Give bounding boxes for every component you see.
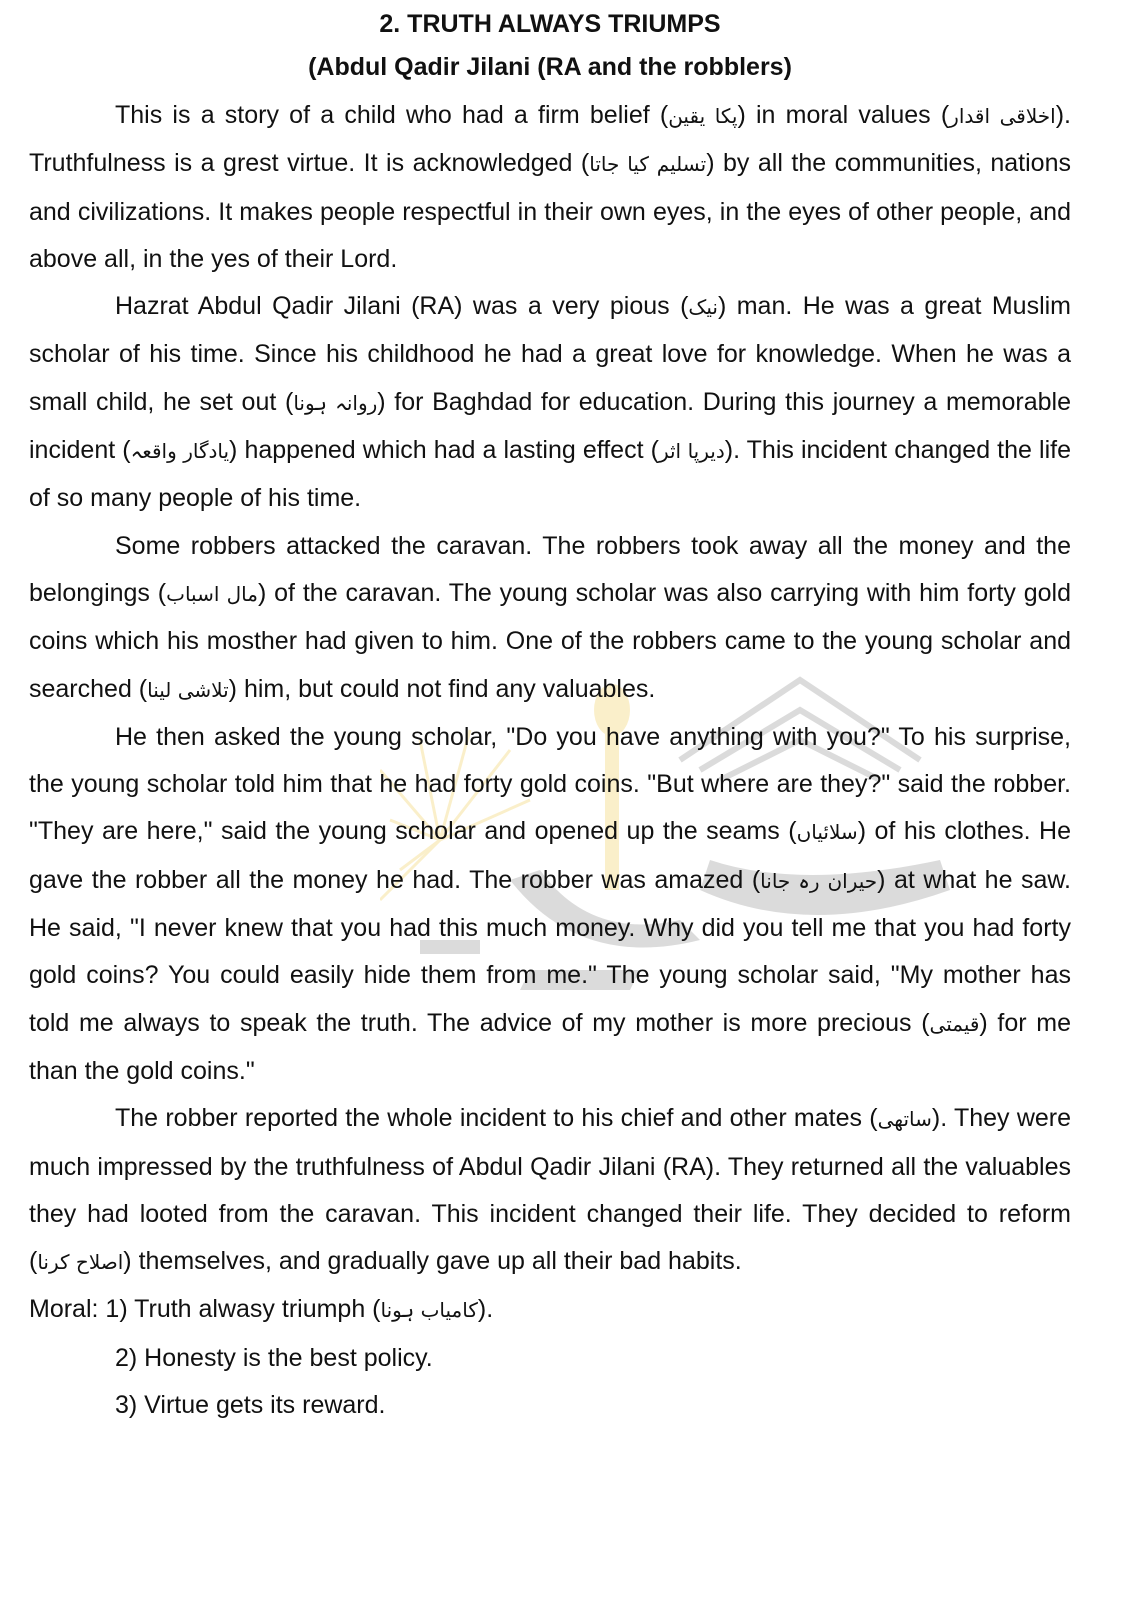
- paragraph-text: ) man. He was a great Muslim scholar of his time. Since his childhood he had a great love for knowledge. When he was a small child, he set out (: [29, 292, 1072, 416]
- moral-item-2: 2) Honesty is the best policy.: [115, 1343, 433, 1372]
- urdu-gloss: روانہ ہونا: [293, 390, 378, 415]
- moral-item-1: [105, 1295, 493, 1323]
- urdu-gloss: حیران رہ جانا: [760, 868, 878, 893]
- page-title: 2. TRUTH ALWAYS TRIUMPS: [379, 10, 721, 38]
- urdu-gloss: یادگار واقعہ: [130, 439, 230, 464]
- paragraph-text: This is a story of a child who had a firm belief (: [115, 101, 669, 129]
- urdu-gloss: تسلیم کیا جاتا: [589, 152, 707, 177]
- paragraph-text: ) by all the communities, nations and civilizations. It makes people respectful in their own eyes, in the eyes of other people, and above all, in the yes of their Lord.: [29, 149, 1071, 273]
- urdu-gloss: دیرپا اثر: [658, 439, 725, 464]
- story-paragraphs: [29, 92, 1071, 1286]
- paragraph-text: ) happened which had a lasting effect (: [229, 436, 659, 465]
- paragraph-text: ) for me than the gold coins.": [29, 1008, 1071, 1085]
- moral-item-3: 3) Virtue gets its reward.: [115, 1391, 386, 1420]
- moral-item-1-suffix: ).: [477, 1295, 494, 1324]
- urdu-gloss: پکا یقین: [668, 104, 738, 128]
- paragraph-text: ). Truthfulness is a grest virtue. It is acknowledged (: [29, 101, 1071, 178]
- urdu-gloss: اخلاقی اقدار: [949, 104, 1056, 128]
- story-paragraph: [29, 523, 1071, 714]
- paragraph-text: The robber reported the whole incident to his chief and other mates (: [115, 1104, 878, 1133]
- story-paragraph: [29, 92, 1071, 283]
- paragraph-text: He then asked the young scholar, "Do you have anything with you?" To his surprise, the young scholar told him that he had forty gold coins. "But where are they?" said the robber. "They are here," said the young scholar and opened up the seams (: [29, 722, 1071, 846]
- moral-list: [29, 1335, 1071, 1430]
- paragraph-text: ) in moral values (: [737, 101, 950, 129]
- story-paragraph: [29, 714, 1071, 1095]
- urdu-gloss: اصلاح کرنا: [37, 1250, 124, 1275]
- urdu-gloss: نیک: [688, 295, 718, 320]
- paragraph-text: Hazrat Abdul Qadir Jilani (RA) was a very pious (: [115, 292, 689, 321]
- page-subtitle: (Abdul Qadir Jilani (RA and the robblers): [308, 53, 792, 81]
- paragraph-text: ) of the caravan. The young scholar was also carrying with him forty gold coins which his mosther had given to him. One of the robbers came to the young scholar and searched (: [29, 578, 1071, 703]
- paragraph-text: ) for Baghdad for education. During this journey a memorable incident (: [29, 387, 1071, 465]
- moral-label: Moral:: [29, 1295, 99, 1324]
- moral-section: [29, 1286, 1071, 1429]
- paragraph-text: ) him, but could not find any valuables.: [228, 674, 656, 703]
- urdu-gloss: سلائیاں: [796, 820, 858, 845]
- paragraph-text: ). They were much impressed by the truthfulness of Abdul Qadir Jilani (RA). They returned all the valuables they had looted from the caravan. This incident changed their life. They decided to reform (: [29, 1104, 1072, 1276]
- urdu-gloss: تلاشی لینا: [147, 677, 229, 702]
- moral-item-1-text: 1) Truth alwasy triumph (: [105, 1295, 381, 1324]
- paragraph-text: ). This incident changed the life of so many people of his time.: [29, 436, 1071, 513]
- moral-item-1-urdu: کامیاب ہونا: [380, 1298, 478, 1323]
- paragraph-text: ) of his clothes. He gave the robber all the money he had. The robber was amazed (: [29, 817, 1071, 894]
- paragraph-text: ) themselves, and gradually gave up all their bad habits.: [123, 1247, 742, 1276]
- urdu-gloss: مال اسباب: [166, 581, 258, 606]
- paragraph-text: Some robbers attacked the caravan. The robbers took away all the money and the belongings (: [29, 531, 1071, 607]
- story-paragraph: [29, 1095, 1071, 1286]
- urdu-gloss: ساتھی: [877, 1107, 932, 1132]
- urdu-gloss: قیمتی: [929, 1011, 980, 1036]
- document-body: [29, 6, 1071, 1429]
- paragraph-text: ) at what he saw. He said, "I never knew that you had this much money. Why did you tell me that you had forty gold coins? You could easily hide them from me." The young scholar said, "My mother has told me always to speak the truth. The advice of my mother is more precious (: [29, 865, 1071, 1037]
- story-paragraph: [29, 283, 1071, 522]
- moral-first-line: [29, 1286, 1071, 1334]
